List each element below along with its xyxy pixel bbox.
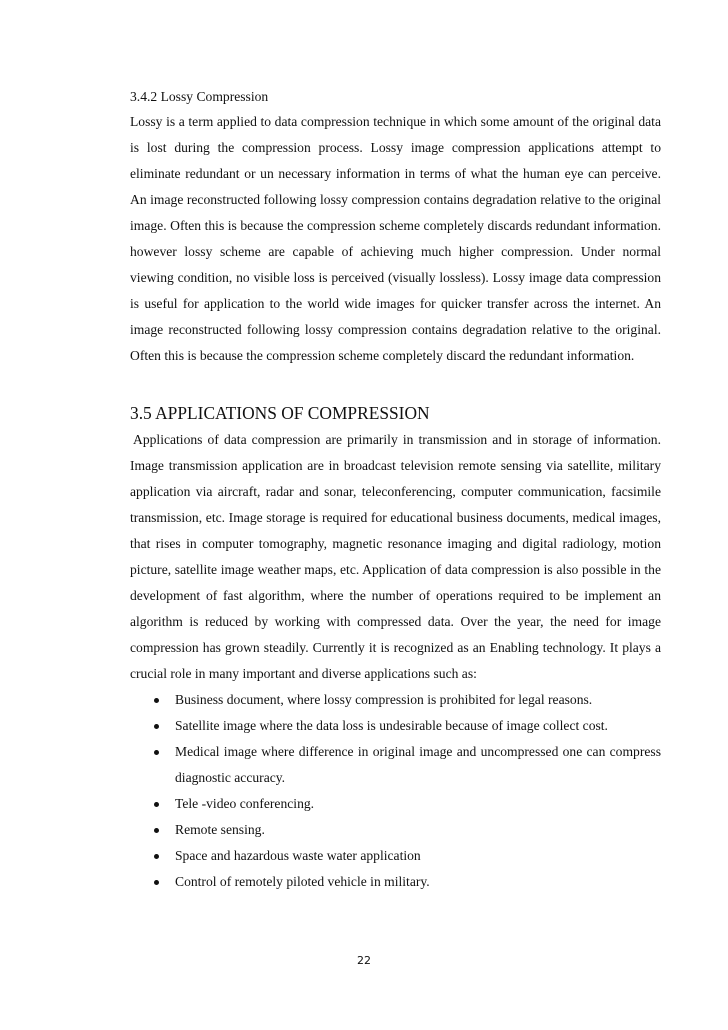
list-item-text: Tele -video conferencing.: [175, 796, 315, 811]
applications-list: [130, 687, 661, 895]
list-item-text: Business document, where lossy compression is prohibited for legal reasons.: [175, 692, 593, 707]
list-item: [148, 791, 661, 817]
page-number: 22: [357, 954, 371, 967]
bullet-icon: [154, 854, 159, 859]
bullet-icon: [154, 802, 159, 807]
bullet-icon: [154, 724, 159, 729]
list-item: [148, 713, 661, 739]
bullet-icon: [154, 698, 159, 703]
bullet-icon: [154, 750, 159, 755]
list-item-text: Space and hazardous waste water application: [175, 848, 421, 863]
list-item-text: Medical image where difference in original image and uncompressed one can compress diagnostic accuracy.: [175, 744, 661, 785]
bullet-icon: [154, 828, 159, 833]
list-item: [148, 843, 661, 869]
subsection-heading: 3.4.2 Lossy Compression: [130, 89, 269, 104]
document-page: [130, 84, 661, 895]
list-item-text: Satellite image where the data loss is undesirable because of image collect cost.: [175, 718, 608, 733]
section-heading: 3.5 APPLICATIONS OF COMPRESSION: [130, 403, 430, 423]
lossy-compression-paragraph: Lossy is a term applied to data compression technique in which some amount of the original data is lost during the compression process. Lossy image compression applications attempt to eliminate redundant or un necessary information in terms of what the human eye can perceive. An image reconstructed following lossy compression contains degradation relative to the original image. Often this is because the compression scheme completely discards redundant information. however lossy scheme are capable of achieving much higher compression. Under normal viewing condition, no visible loss is perceived (visually lossless). Lossy image data compression is useful for application to the world wide images for quicker transfer across the internet. An image reconstructed following lossy compression contains degradation relative to the original. Often this is because the compression scheme completely discard the redundant information.: [130, 114, 661, 363]
list-item-text: Control of remotely piloted vehicle in military.: [175, 874, 430, 889]
list-item: [148, 739, 661, 791]
list-item: [148, 817, 661, 843]
bullet-icon: [154, 880, 159, 885]
list-item-text: Remote sensing.: [175, 822, 265, 837]
list-item: [148, 687, 661, 713]
list-item: [148, 869, 661, 895]
applications-paragraph: Applications of data compression are primarily in transmission and in storage of information. Image transmission application are in broadcast television remote sensing via satellite, military application via aircraft, radar and sonar, teleconferencing, computer communication, facsimile transmission, etc. Image storage is required for educational business documents, medical images, that rises in computer tomography, magnetic resonance imaging and digital radiology, motion picture, satellite image weather maps, etc. Application of data compression is also possible in the development of fast algorithm, where the number of operations required to be implement an algorithm is reduced by working with compressed data. Over the year, the need for image compression has grown steadily. Currently it is recognized as an Enabling technology. It plays a crucial role in many important and diverse applications such as:: [130, 432, 661, 681]
